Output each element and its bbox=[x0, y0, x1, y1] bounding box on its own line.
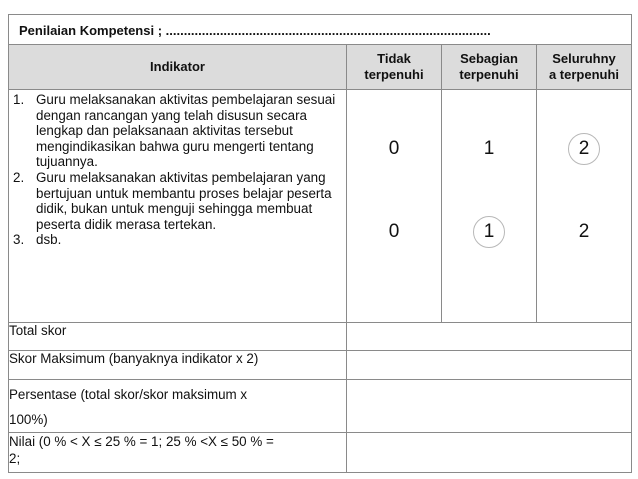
header-seluruhnya-terpenuhi bbox=[537, 45, 632, 90]
indicator-list-cell bbox=[9, 90, 347, 323]
seluruhnya-score-cell bbox=[537, 90, 632, 323]
header-tidak-line1: Tidak bbox=[377, 51, 411, 66]
nilai-value[interactable] bbox=[347, 433, 632, 473]
indicator-text: Guru melaksanakan aktivitas pembelajaran sesuai dengan rancangan yang telah disusun secara lengkap dan pelaksanaan aktivitas tersebut mengindikasikan bahwa guru mengerti tentang tujuannya. bbox=[36, 92, 336, 170]
total-score-value[interactable] bbox=[347, 323, 632, 351]
header-seluruhnya-line1: Seluruhny bbox=[552, 51, 616, 66]
percentage-row bbox=[9, 380, 632, 433]
percentage-label-line1: Persentase (total skor/skor maksimum x bbox=[9, 387, 248, 402]
nilai-label-line1: Nilai (0 % < X ≤ 25 % = 1; 25 % <X ≤ 50 % = bbox=[9, 434, 274, 449]
header-sebagian-terpenuhi bbox=[442, 45, 537, 90]
header-seluruhnya-line2: a terpenuhi bbox=[548, 67, 620, 82]
score-row1-seluruhnya[interactable]: 2 bbox=[537, 138, 631, 160]
indicator-number: 2. bbox=[13, 169, 25, 185]
nilai-label-line2: 2; bbox=[9, 451, 21, 466]
header-indikator: Indikator bbox=[9, 45, 347, 90]
indicator-number: 3. bbox=[13, 232, 25, 248]
indicator-number: 1. bbox=[13, 92, 25, 107]
max-score-value[interactable] bbox=[347, 351, 632, 380]
total-score-row bbox=[9, 323, 632, 351]
sebagian-score-cell bbox=[442, 90, 537, 323]
score-row2-tidak[interactable]: 0 bbox=[388, 221, 400, 242]
score-row2-sebagian[interactable]: 1 bbox=[442, 221, 536, 243]
competency-assessment-table bbox=[8, 14, 632, 473]
nilai-row bbox=[9, 433, 632, 473]
nilai-label bbox=[9, 433, 347, 473]
score-row2-seluruhnya[interactable]: 2 bbox=[578, 221, 590, 242]
indicator-text: dsb. bbox=[36, 232, 62, 248]
header-tidak-terpenuhi bbox=[347, 45, 442, 90]
percentage-label-line2: 100%) bbox=[9, 412, 48, 427]
header-sebagian-line2: terpenuhi bbox=[459, 67, 519, 82]
total-score-label: Total skor bbox=[9, 323, 347, 351]
indicator-item-2 bbox=[9, 170, 346, 232]
indicator-list bbox=[9, 90, 346, 252]
title-row bbox=[9, 15, 632, 45]
indicator-text: Guru melaksanakan aktivitas pembelajaran yang bertujuan untuk membantu proses belajar peserta didik, bukan untuk menguji sehingga membuat peserta didik merasa tertekan. bbox=[36, 169, 332, 232]
indicator-item-1 bbox=[9, 92, 346, 170]
percentage-label bbox=[9, 380, 347, 433]
tidak-score-cell bbox=[347, 90, 442, 323]
header-tidak-line2: terpenuhi bbox=[364, 67, 424, 82]
max-score-row bbox=[9, 351, 632, 380]
table-title: Penilaian Kompetensi ; .......................................................................................... bbox=[9, 15, 632, 45]
score-row1-sebagian[interactable]: 1 bbox=[483, 138, 495, 159]
score-row1-tidak[interactable]: 0 bbox=[388, 138, 400, 159]
indicator-row bbox=[9, 90, 632, 323]
header-row bbox=[9, 45, 632, 90]
max-score-label: Skor Maksimum (banyaknya indikator x 2) bbox=[9, 351, 347, 380]
header-sebagian-line1: Sebagian bbox=[460, 51, 518, 66]
indicator-item-3 bbox=[9, 232, 346, 248]
percentage-value[interactable] bbox=[347, 380, 632, 433]
